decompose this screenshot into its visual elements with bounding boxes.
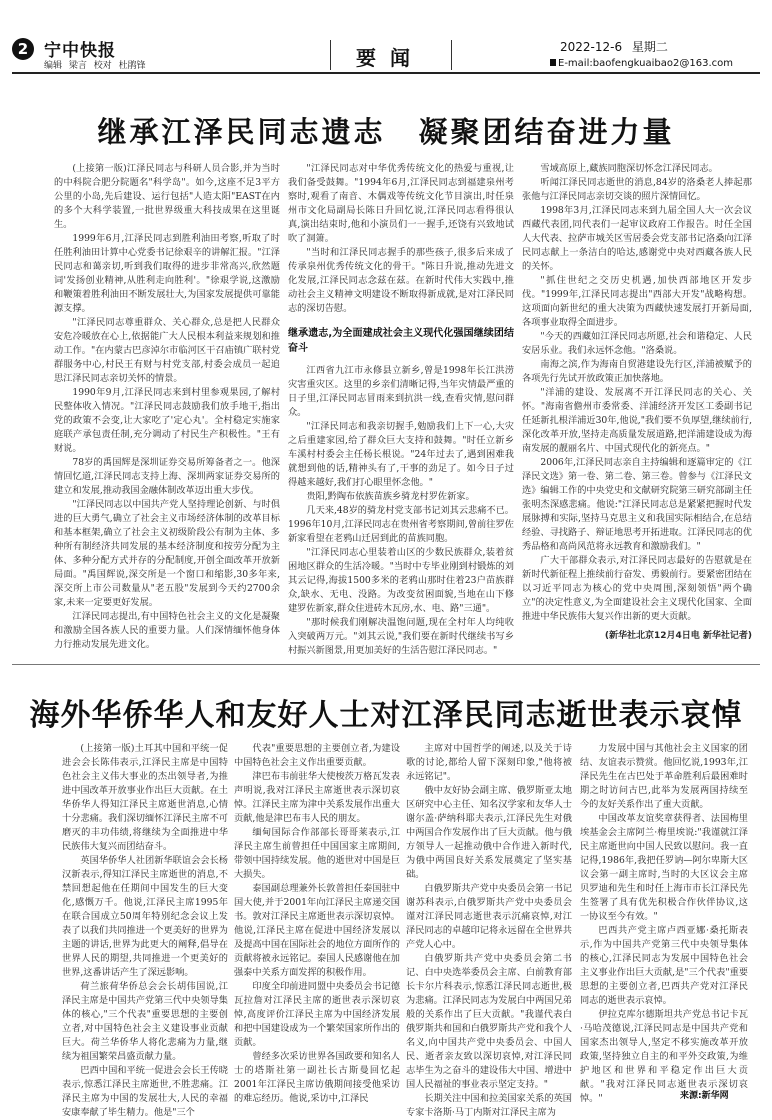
paragraph: 几天来,48岁的骑龙村党支部书记刘其云悲痛不已。1996年10月,江泽民同志在贵州省考察期间,曾前往罗佐新家看望在老鸦山迁居到此的苗族同胞。 [288,505,514,544]
paragraph: 力发展中国与其他社会主义国家的团结、友谊表示赞赏。他回忆说,1993年,江泽民先生在古巴处于革命胜利后最困难时期之时访问古巴,此举为发展两国持续至今的友好关系作出了重大贡献。 [580,743,748,810]
paragraph: 雪域高原上,藏族同胞深切怀念江泽民同志。 [540,163,718,174]
paragraph: 中国改革友谊奖章获得者、法国梅里埃基金会主席阿兰·梅里埃说:"我谨就江泽民主席逝世向中国人民致以慰问。我一直记得,1986年,我把任罗讷—阿尔卑斯大区议会第一副主席时,当时的大区议会主席贝罗迪和先生和时任上海市市长江泽民先生签署了具有优先积极合作伙伴协议,这一协议至今有效。" [580,813,748,922]
contact-email [550,58,733,69]
paragraph: 长期关注中国和拉美国家关系的英国专家卡洛斯·马丁内斯对江泽民主席为 [406,1093,572,1118]
article2-column-3 [406,742,572,1118]
paragraph: 英国华侨华人社团新华联谊会会长杨汉新表示,得知江泽民主席逝世的消息,不禁回想起他在任期间中国发生的巨大变化,感慨万千。他说,江泽民主席1995年在联合国成立50周年特别纪念会议上发表了以我们共同推进一个更美好的世界为主题的讲话,世界为此更大的阐释,倡导在世界人民的期望,共同推进一个更美好的世界,这番讲话产生了深远影响。 [62,855,228,978]
paragraph: "江泽民同志以中国共产党人坚持理论创新、与时俱进的巨大勇气,确立了社会主义市场经济体制的改革目标和基本框架,确立了社会主义初级阶段公有制为主体、多种所有制经济共同发展的基本经济制度和按劳分配为主体、多种分配方式并存的分配制度,开创全面改革开放新局面。"禹国辉说,深交所是一个窗口和缩影,30多年来,深交所上市公司数量从"老五股"发展到今天约2700余家,未来一定要更好发展。 [54,499,280,608]
paragraph: 78岁的禹国辉是深圳证券交易所筹备者之一。他深情回忆道,江泽民同志支持上海、深圳两家证券交易所的建立和发展,推动我国金融体制改革迈出重大步伐。 [54,457,280,496]
paragraph: 江泽民同志提出,有中国特色社会主义的文化是凝聚和激励全国各族人民的重要力量。人们深情缅怀他身体力行推动发展先进文化。 [54,611,280,650]
article2-source: 来源:新华网 [680,1091,729,1101]
paragraph: "江泽民同志对中华优秀传统文化的热爱与重视,让我们备受鼓舞。"1994年6月,江泽民同志到福建泉州考察时,观看了南音、木偶戏等传统文化节目演出,时任泉州市文化局副局长陈日升回忆说,江泽民同志看得很认真,演出结束时,他和小演员们一一握手,还饶有兴致地试吹了洞箫。 [288,163,514,244]
page-number: 2 [12,38,34,60]
article1-column-3 [522,162,752,662]
paragraph: 贵阳,黔陶布依族苗族乡骑龙村罗佐新家。 [306,491,475,502]
paragraph: 1998年3月,江泽民同志来到九届全国人大一次会议西藏代表团,同代表们一起审议政府工作报告。时任全国人大代表、拉萨市城关区雪居委会党支部书记洛桑向江泽民同志献上一条洁白的哈达,感谢党中央对西藏各族人民的关怀。 [522,205,752,272]
paragraph: 南海之滨,作为海南自贸港建设先行区,洋浦被赋予的各项先行先试开放政策正加快落地。 [522,359,752,384]
masthead-logo: 宁中快报 [44,41,116,61]
paragraph: 巴西共产党主席卢西亚娜·桑托斯表示,作为中国共产党第三代中央领导集体的核心,江泽民同志为发展中国特色社会主义事业作出巨大贡献,是"三个代表"重要思想的主要创立者,巴西共产党对江泽民同志的逝世表示哀悼。 [580,925,748,1006]
paragraph: "当时和江泽民同志握手的那些孩子,很多后来成了传承泉州优秀传统文化的骨干。"陈日升说,推动先进文化发展,江泽民同志念兹在兹。在新时代伟大实践中,推动社会主义精神文明建设不断取得新成就,是对江泽民同志的深切告慰。 [288,247,514,314]
paragraph: 白俄罗斯共产党中央委员会第二书记、白中央选举委员会主席、白前教育部长卡尔片科表示,惊悉江泽民同志逝世,极为悲痛。江泽民同志为发展白中两国兄弟般的关系作出了巨大贡献。"我谨代表白俄罗斯共和国和白俄罗斯共产党和我个人名义,向中国共产党中央委员会、中国人民、逝者亲友致以深切哀悼,对江泽民同志毕生为之奋斗的建设伟大中国、增进中国人民福祉的事业表示坚定支持。" [406,953,572,1090]
article2-column-2 [234,742,400,1104]
paragraph: 伊拉克库尔德斯坦共产党总书记卡瓦·马哈茂德说,江泽民同志是中国共产党和国家杰出领导人,坚定不移实施改革开放政策,坚持独立自主的和平外交政策,为维护地区和世界和平稳定作出巨大贡献。"我对江泽民同志逝世表示深切哀悼。" [580,1009,748,1104]
staff-credits: 编辑 梁言 校对 杜鹃锋 [44,61,146,71]
paragraph: 巴西中国和平统一促进会会长王传晓表示,惊悉江泽民主席逝世,不胜悲痛。江泽民主席为中国的发展壮大,人民的幸福安康奉献了毕生精力。他是"三个 [62,1065,228,1118]
paragraph: 津巴布韦前驻华大使梭茨万格瓦发表声明说,我对江泽民主席逝世表示深切哀悼。江泽民主席为津中关系发展作出重大贡献,他是津巴布韦人民的朋友。 [234,771,400,824]
square-icon [550,59,556,66]
issue-date: 2022-12-6 星期二 [560,40,668,54]
paragraph: 2006年,江泽民同志亲自主持编辑和逐篇审定的《江泽民文选》第一卷、第二卷、第三卷。曾参与《江泽民文选》编辑工作的中央党史和文献研究院第三研究部副主任张明杰深感悲痛。他说:"江泽民同志总是紧紧把握时代发展脉搏和实际,坚持马克思主义和我国实际相结合,在总结经验、寻找路子、辩证地思考开拓进取。江泽民同志的优秀品格和高尚风范将永远教育和激励我们。" [522,457,752,552]
paragraph: (上接第一版)土耳其中国和平统一促进会会长陈伟表示,江泽民主席是中国特色社会主义伟大事业的杰出领导者,为推进中国改革开放事业作出巨大贡献。在土华侨华人得知江泽民主席逝世消息,心情十分悲痛。我们深切缅怀江泽民主席不可磨灭的丰功伟绩,将继续为全面推进中华民族伟大复兴而团结奋斗。 [62,743,228,852]
paragraph: 1990年9月,江泽民同志来到村里参观果园,了解村民整体收入情况。"江泽民同志鼓励我们放手地干,指出党的政策不会变,让大家吃了'定心丸'。全村稳定实施家庭联产承包责任制,充分调动了村民生产积极性。"王有财说。 [54,387,280,454]
paragraph: 泰国副总理兼外长敦普担任泰国驻中国大使,并于2001年向江泽民主席递交国书。敦对江泽民主席逝世表示深切哀悼。他说,江泽民主席在促进中国经济发展以及提高中国在国际社会的地位方面所作的贡献将被永远铭记。泰国人民感谢他在加强泰中关系方面发挥的积极作用。 [234,883,400,978]
article1-byline: (新华社北京12月4日电 新华社记者) [604,631,752,641]
article1-subhead: 继承遗志,为全面建成社会主义现代化强国继续团结奋斗 [288,328,514,354]
section-divider [12,664,760,665]
page-header [0,0,772,72]
paragraph: 荷兰旅荷华侨总会会长胡伟国说,江泽民主席是中国共产党第三代中央领导集体的核心,"三个代表"重要思想的主要创立者,对中国特色社会主义建设事业贡献巨大。荷兰华侨华人将化悲痛为力量,继续为祖国繁荣昌盛贡献力量。 [62,981,228,1062]
article1-headline: 继承江泽民同志遗志 凝聚团结奋进力量 [97,115,675,149]
paragraph: "抓住世纪之交历史机遇,加快西部地区开发步伐。"1999年,江泽民同志提出"西部大开发"战略构想。这项面向新世纪的重大决策为西藏快速发展打开新局面,各项事业取得全面进步。 [522,275,752,328]
paragraph: (上接第一版)江泽民同志与科研人员合影,并为当时的中科院合肥分院题名"科学岛"。如今,这座不足3平方公里的小岛,先后建设、运行包括"人造太阳"EAST在内的多个大科学装置,一批世界级重大科技成果在这里诞生。 [54,163,280,230]
paragraph: 代表"重要思想的主要创立者,为建设中国特色社会主义作出重要贡献。 [234,743,400,768]
paragraph: "江泽民同志和我亲切握手,勉励我们上下一心,大灾之后重建家园,给了群众巨大支持和鼓舞。"时任立新乡车溪村村委会主任杨长根说。"24年过去了,遇到困难我就想到他的话,精神头有了,干事的劲足了。如今日子过得越来越好,我们打心眼里怀念他。" [288,421,514,488]
paragraph: 印度全印前进同盟中央委员会书记德瓦拉詹对江泽民主席的逝世表示深切哀悼,高度评价江泽民主席为中国经济发展和把中国建设成为一个繁荣国家所作出的贡献。 [234,981,400,1048]
paragraph: "那时候我们刚解决温饱问题,现在全村年人均纯收入突破两万元。"刘其云说,"我们要在新时代继续书写乡村振兴新图景,用更加美好的生活告慰江泽民同志。" [288,617,514,656]
email-text: E-mail:baofengkuaibao2@163.com [558,58,733,69]
article2-headline: 海外华侨华人和友好人士对江泽民同志逝世表示哀悼 [29,698,743,733]
paragraph: 听闻江泽民同志逝世的消息,84岁的洛桑老人捧起那张他与江泽民同志亲切交谈的照片深情回忆。 [522,177,752,202]
article1-column-2 [288,162,514,662]
paragraph: 主席对中国哲学的阐述,以及关于诗歌的讨论,都给人留下深刻印象,"他将被永远铭记"。 [406,743,572,782]
paragraph: 1999年6月,江泽民同志到胜利油田考察,听取了时任胜利油田计算中心党委书记徐艰辛的讲解汇报。"江泽民同志和蔼亲切,听到我们取得的进步非常高兴,欣然题词'发扬创业精神,从胜利走向胜利'。"徐艰学说,这激励和鞭策着胜利油田不断发展壮大,为国家发展提供可靠能源支撑。 [54,233,280,314]
paragraph: 江西省九江市永修县立新乡,曾是1998年长江洪涝灾害重灾区。这里的乡亲们清晰记得,当年灾情最严重的日子里,江泽民同志冒雨来到抗洪一线,查看灾情,慰问群众。 [288,365,514,418]
paragraph: 白俄罗斯共产党中央委员会第一书记谢苏科表示,白俄罗斯共产党中央委员会谨对江泽民同志逝世表示沉痛哀悼,对江泽民同志的卓越印记将永远留在全世界共产党人心中。 [406,883,572,950]
paragraph: 曾经多次采访世界各国政要和知名人士的塔斯社第一副社长古斯曼回忆起2001年江泽民主席访俄期间接受他采访的难忘经历。他说,采访中,江泽民 [234,1051,400,1104]
paragraph: "江泽民同志尊重群众、关心群众,总是把人民群众安危冷暖放在心上,依据能广大人民根本利益来规划和推动工作。"在内蒙古巴彦淖尔市临河区干召庙镇广联村党群服务中心,村民王有财与村党支部,村委会成员一起追思江泽民同志亲切关怀的情景。 [54,317,280,384]
article1-column-1 [54,162,280,662]
section-title: 要闻 [356,46,424,70]
paragraph: "洋浦的建设、发展离不开江泽民同志的关心、关怀。"海南省儋州市委常委、洋浦经济开发区工委副书记任延新扎根洋浦近30年,他说,"我们要不负厚望,继续前行,深化改革开放,坚持走高质量发展道路,把洋浦建设成为海南发展的靓丽名片、中国式现代化的新亮点。" [522,387,752,454]
paragraph: 俄中友好协会副主席、俄罗斯亚太地区研究中心主任、知名汉学家和友华人士谢尔盖·萨纳科耶夫表示,江泽民先生对俄中两国合作发展作出了巨大贡献。他与俄方领导人一起推动俄中合作进入新时代,为俄中两国良好关系发展奠定了坚实基础。 [406,785,572,880]
paragraph: "江泽民同志心里装着山区的少数民族群众,装着贫困地区群众的生活冷暖。"当时中专毕业刚到村锻炼的刘其云记得,海拔1500多米的老鸦山那时住着23户苗族群众,缺水、无电、没路。为改变贫困面貌,当地在山下修建罗佐新家,群众住进砖木瓦房,水、电、路"三通"。 [288,547,514,614]
header-rule [12,72,760,74]
paragraph: 缅甸国际合作部部长哥哥莱表示,江泽民主席生前曾担任中国国家主席期间,带领中国持续发展。他的逝世对中国是巨大损失。 [234,827,400,880]
article2-column-1 [62,742,228,1118]
paragraph: 广大干部群众表示,对江泽民同志最好的告慰就是在新时代新征程上推续前行奋发、勇毅前行。要紧密团结在以习近平同志为核心的党中央周围,深刻领悟"两个确立"的决定性意义,为全面建设社会主义现代化国家、全面推进中华民族伟大复兴作出新的更大贡献。 [522,555,752,622]
paragraph: "今天的西藏如江泽民同志所愿,社会和谐稳定、人民安居乐业。我们永远怀念他。"洛桑说。 [522,331,752,356]
